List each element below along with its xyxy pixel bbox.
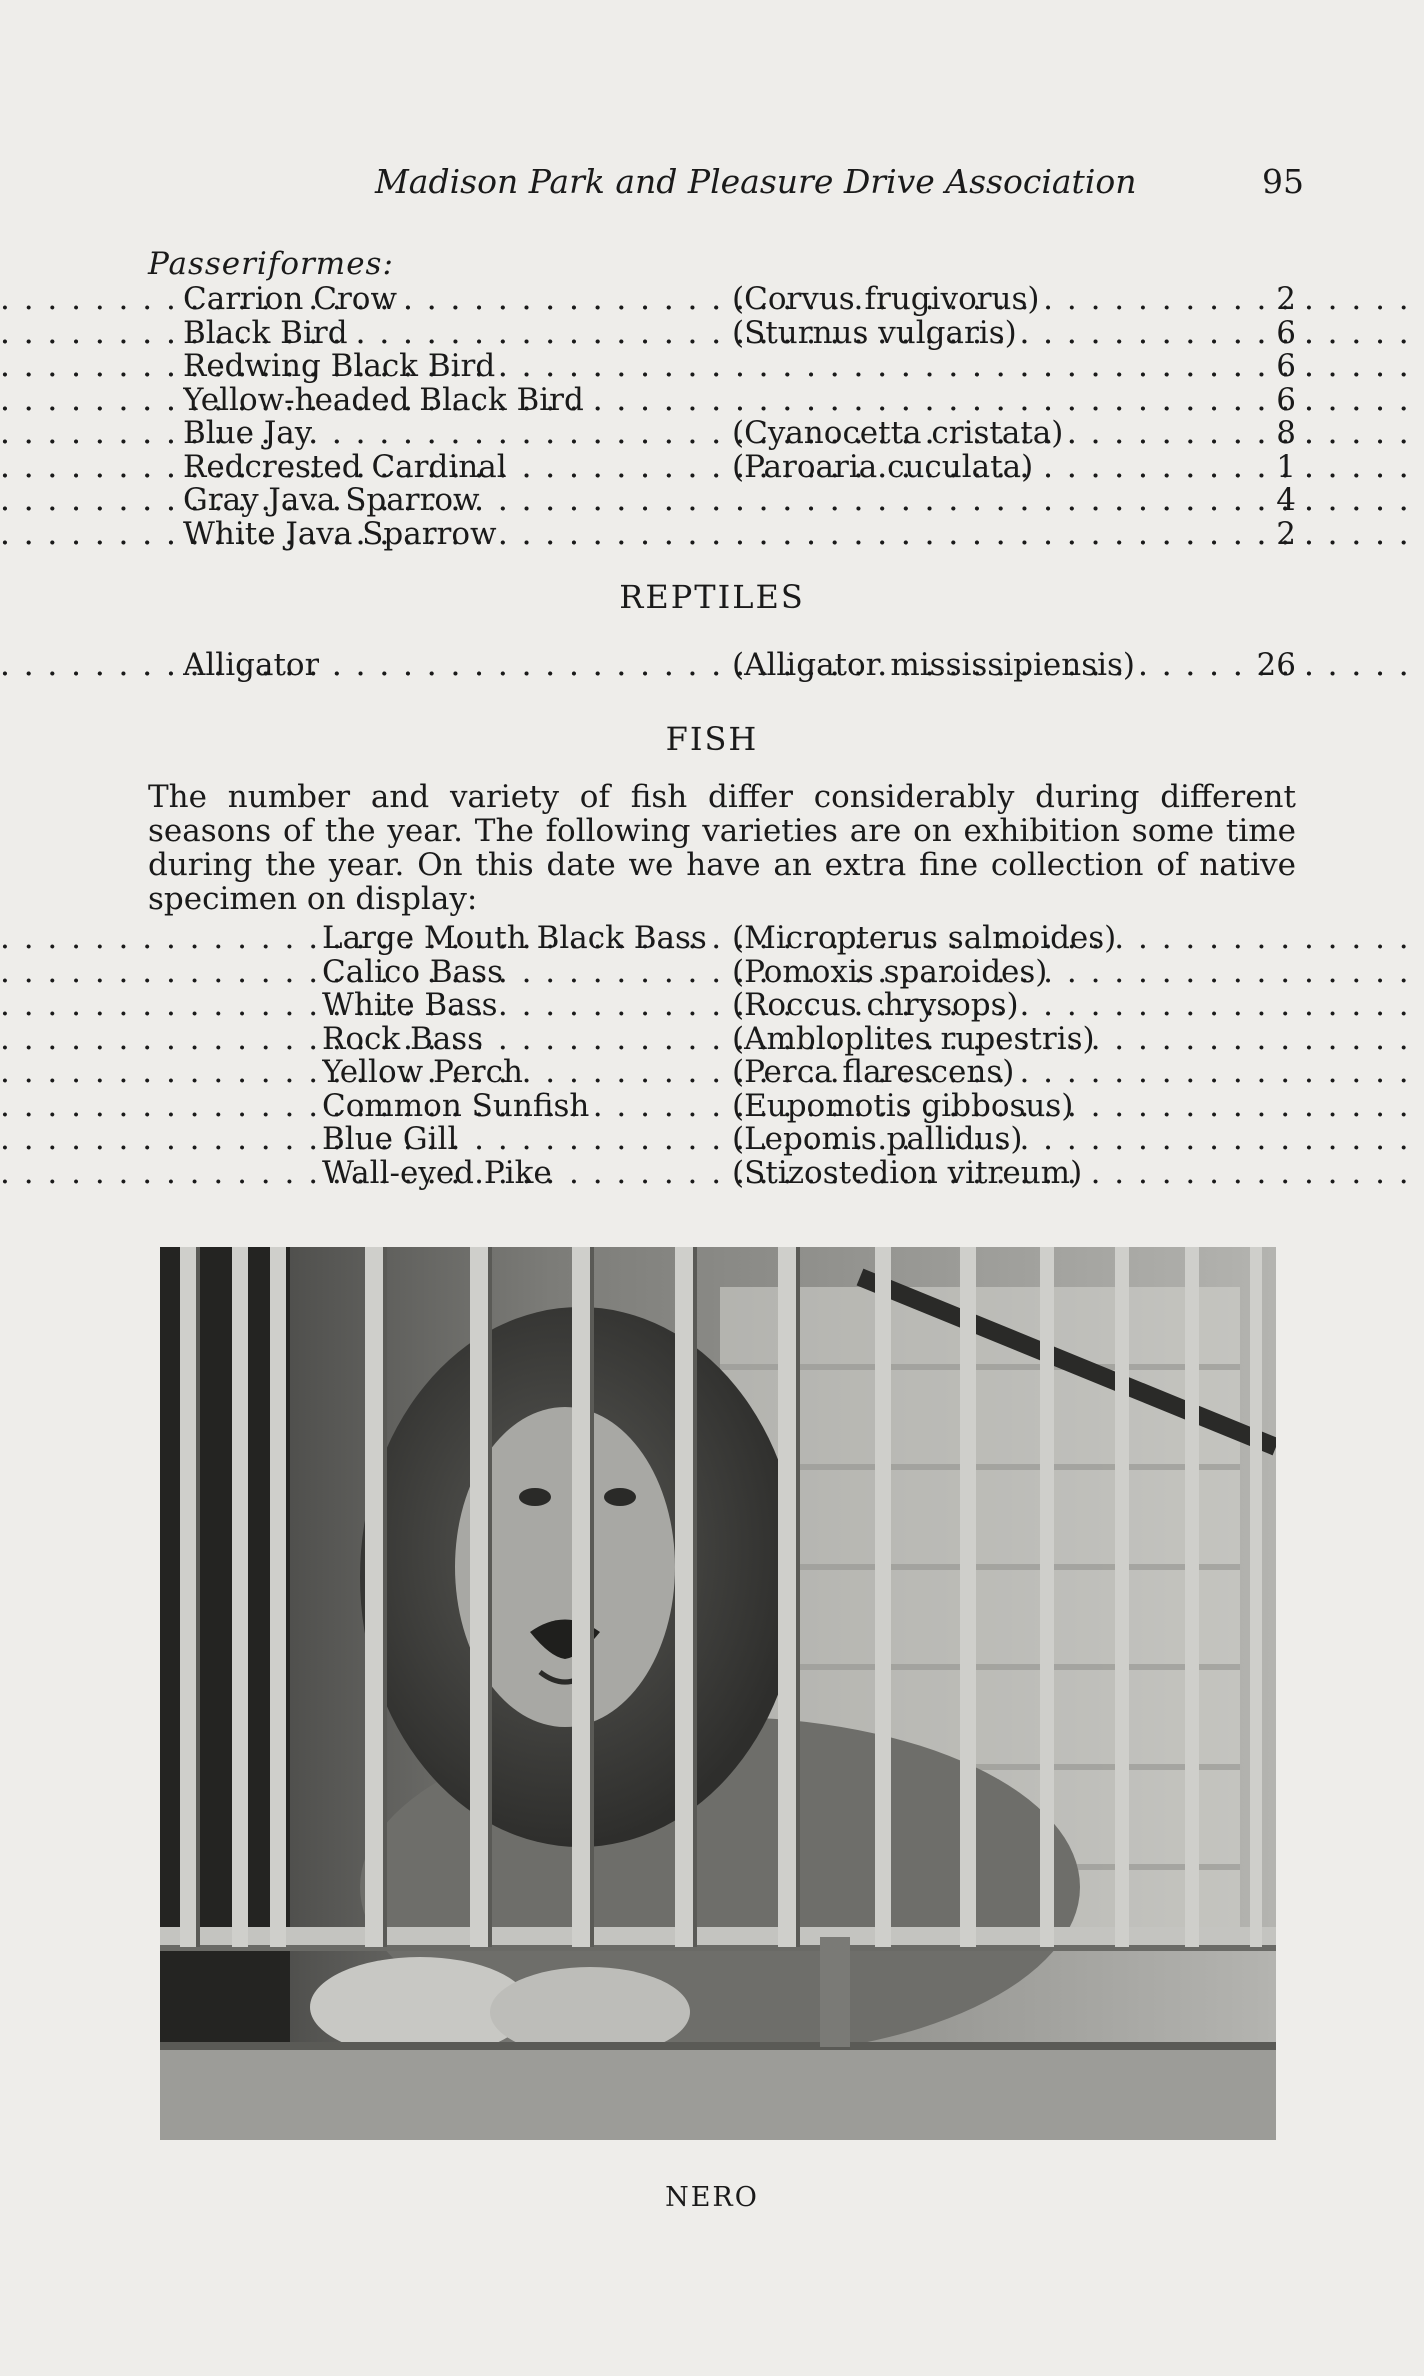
dot-leader bbox=[0, 450, 1424, 484]
item-latin-name: (Stizostedion vitreum) bbox=[732, 1155, 1083, 1190]
dot-leader bbox=[0, 1055, 1424, 1089]
list-item bbox=[0, 483, 1424, 517]
item-name: White Java Sparrow bbox=[183, 516, 497, 551]
item-name: Redcrested Cardinal bbox=[183, 449, 507, 484]
item-count: 4 bbox=[1276, 483, 1296, 517]
item-name: Wall-eyed Pike bbox=[322, 1155, 552, 1190]
item-name: Carrion Crow bbox=[183, 282, 397, 316]
item-count: 2 bbox=[1276, 516, 1296, 551]
photo-caption: NERO bbox=[665, 2182, 759, 2213]
list-item bbox=[0, 517, 1424, 551]
dot-leader bbox=[0, 383, 1424, 417]
fish-paragraph: The number and variety of fish differ considerably during different seasons of the year. The following varieties are on exhibition some time during the year. On this date we have an extra fine collection of native specimen on display: bbox=[148, 779, 1296, 917]
item-count: 8 bbox=[1276, 416, 1296, 450]
list-item bbox=[0, 416, 1424, 450]
list-item bbox=[0, 383, 1424, 417]
header-title: Madison Park and Pleasure Drive Association bbox=[375, 162, 1137, 201]
dot-leader bbox=[0, 483, 1424, 517]
item-count: 1 bbox=[1276, 449, 1296, 484]
reptiles-heading: REPTILES bbox=[619, 578, 805, 616]
item-count: 2 bbox=[1276, 282, 1296, 316]
item-latin-name: (Perca flarescens) bbox=[732, 1055, 1015, 1089]
item-name: Rock Bass bbox=[322, 1021, 484, 1056]
item-name: Yellow Perch bbox=[322, 1055, 523, 1089]
dot-leader bbox=[0, 921, 1424, 955]
list-item bbox=[0, 921, 1424, 955]
list-item bbox=[0, 648, 1424, 682]
dot-leader bbox=[0, 282, 1424, 316]
item-latin-name: (Lepomis pallidus) bbox=[732, 1122, 1023, 1156]
dot-leader bbox=[0, 517, 1424, 551]
dot-leader bbox=[0, 416, 1424, 450]
item-latin-name: (Alligator mississipiensis) bbox=[732, 648, 1136, 682]
list-item bbox=[0, 349, 1424, 383]
dot-leader bbox=[0, 1156, 1424, 1190]
item-latin-name: (Corvus frugivorus) bbox=[732, 282, 1040, 316]
fish-heading: FISH bbox=[665, 720, 759, 758]
list-item bbox=[0, 1122, 1424, 1156]
item-name: Black Bird bbox=[183, 315, 348, 350]
dot-leader bbox=[0, 1089, 1424, 1123]
item-latin-name: (Pomoxis sparoides) bbox=[732, 954, 1048, 989]
dot-leader bbox=[0, 349, 1424, 383]
item-name: Common Sunfish bbox=[322, 1088, 590, 1123]
list-item bbox=[0, 1089, 1424, 1123]
item-count: 6 bbox=[1276, 349, 1296, 383]
list-item bbox=[0, 1022, 1424, 1056]
dot-leader bbox=[0, 1122, 1424, 1156]
dot-leader bbox=[0, 316, 1424, 350]
list-item bbox=[0, 316, 1424, 350]
passeriformes-label: Passeriformes: bbox=[148, 246, 394, 282]
lion-behind-bars-image bbox=[160, 1247, 1276, 2140]
item-name: Yellow-headed Black Bird bbox=[183, 382, 584, 417]
list-item bbox=[0, 450, 1424, 484]
item-count: 6 bbox=[1276, 382, 1296, 417]
item-name: Alligator bbox=[183, 648, 320, 682]
item-latin-name: (Cyanocetta cristata) bbox=[732, 416, 1064, 450]
list-item bbox=[0, 988, 1424, 1022]
page-number: 95 bbox=[1262, 162, 1304, 201]
running-header bbox=[0, 162, 1424, 206]
item-name: Blue Jay bbox=[183, 416, 313, 450]
list-item bbox=[0, 1156, 1424, 1190]
item-name: Large Mouth Black Bass bbox=[322, 921, 707, 955]
item-name: Gray Java Sparrow bbox=[183, 483, 480, 517]
item-latin-name: (Roccus chrysops) bbox=[732, 988, 1019, 1022]
item-count: 26 bbox=[1256, 648, 1296, 682]
dot-leader bbox=[0, 648, 1424, 682]
item-name: Blue Gill bbox=[322, 1122, 458, 1156]
list-item bbox=[0, 282, 1424, 316]
item-latin-name: (Micropterus salmoides) bbox=[732, 921, 1117, 955]
dot-leader bbox=[0, 988, 1424, 1022]
item-count: 6 bbox=[1276, 315, 1296, 350]
item-latin-name: (Sturnus vulgaris) bbox=[732, 315, 1017, 350]
list-item bbox=[0, 1055, 1424, 1089]
list-item bbox=[0, 955, 1424, 989]
item-name: Calico Bass bbox=[322, 954, 503, 989]
item-latin-name: (Ambloplites rupestris) bbox=[732, 1021, 1095, 1056]
item-name: Redwing Black Bird bbox=[183, 349, 496, 383]
item-latin-name: (Eupomotis gibbosus) bbox=[732, 1088, 1074, 1123]
item-latin-name: (Paroaria cuculata) bbox=[732, 449, 1034, 484]
lion-photo bbox=[160, 1247, 1276, 2140]
dot-leader bbox=[0, 1022, 1424, 1056]
item-name: White Bass bbox=[322, 988, 498, 1022]
dot-leader bbox=[0, 955, 1424, 989]
